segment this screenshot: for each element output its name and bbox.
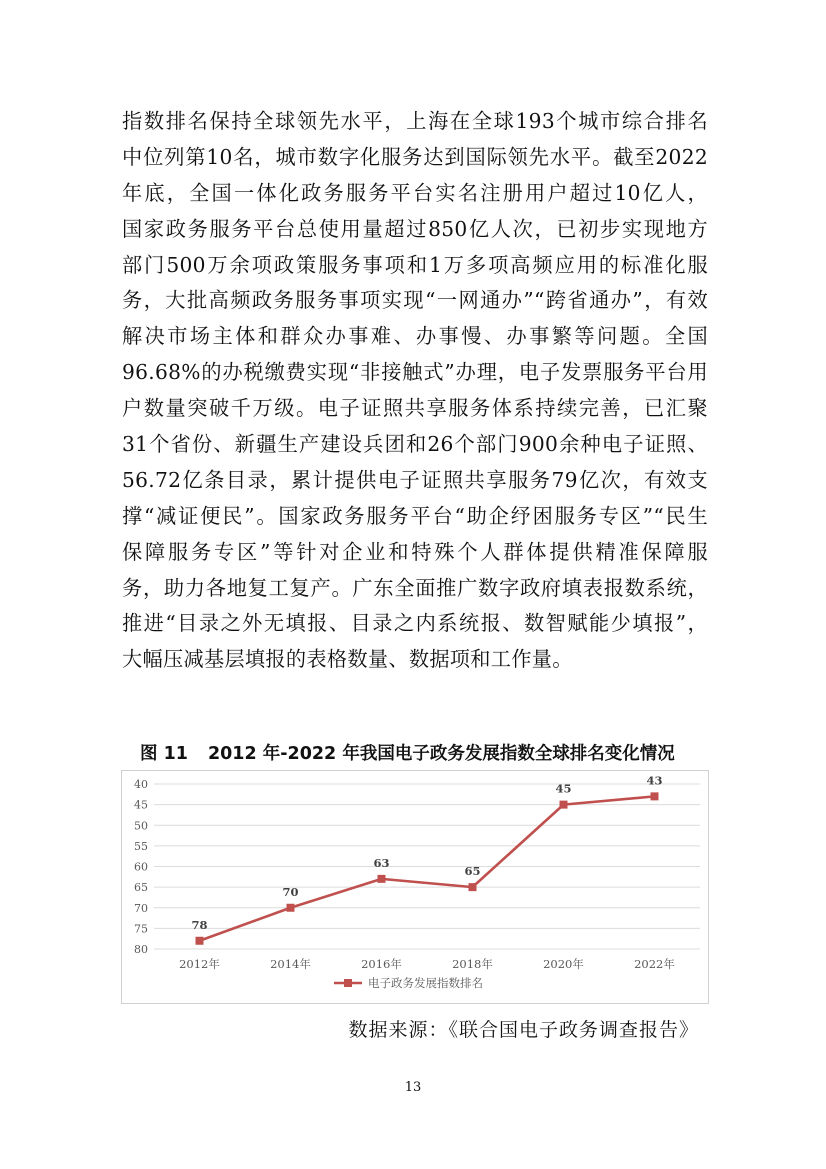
y-tick-label: 55 bbox=[134, 839, 148, 853]
paragraph-line: 中位列第10名，城市数字化服务达到国际领先水平。截至2022 bbox=[122, 144, 708, 169]
data-source-note: 数据来源：《联合国电子政务调查报告》 bbox=[348, 1019, 699, 1041]
paragraph-line: 国家政务服务平台总使用量超过850亿人次，已初步实现地方 bbox=[122, 216, 708, 241]
data-label: 70 bbox=[282, 884, 299, 899]
figure-number: 图 11 bbox=[140, 744, 188, 764]
paragraph-line: 部门500万余项政策服务事项和1万多项高频应用的标准化服 bbox=[122, 252, 708, 277]
ranking-line-chart bbox=[121, 770, 709, 1004]
data-label: 65 bbox=[464, 864, 481, 879]
y-tick-label: 75 bbox=[134, 922, 148, 936]
paragraph-line: 保障服务专区”等针对企业和特殊个人群体提供精准保障服 bbox=[122, 539, 708, 564]
paragraph-line: 大幅压减基层填报的表格数量、数据项和工作量。 bbox=[122, 647, 573, 672]
y-tick-label: 45 bbox=[134, 798, 148, 812]
y-tick-label: 80 bbox=[134, 943, 148, 956]
y-tick-label: 40 bbox=[134, 778, 148, 791]
figure-caption bbox=[140, 740, 700, 766]
data-label: 78 bbox=[191, 917, 208, 932]
paragraph-line: 推进“目录之外无填报、目录之内系统报、数智赋能少填报”， bbox=[122, 611, 708, 636]
paragraph-line: 年底，全国一体化政务服务平台实名注册用户超过10亿人， bbox=[122, 180, 708, 205]
x-tick-label: 2012年 bbox=[179, 957, 220, 971]
y-tick-label: 65 bbox=[134, 881, 148, 895]
page-number: 13 bbox=[404, 1080, 422, 1095]
data-point bbox=[287, 904, 295, 912]
data-label: 45 bbox=[555, 781, 572, 796]
legend-label: 电子政务发展指数排名 bbox=[368, 976, 483, 990]
x-tick-label: 2014年 bbox=[270, 957, 311, 971]
paragraph-line: 务，大批高频政务服务事项实现“一网通办”“跨省通办”，有效 bbox=[122, 288, 708, 313]
paragraph-line: 解决市场主体和群众办事难、办事慢、办事繁等问题。全国 bbox=[122, 324, 708, 349]
data-point bbox=[469, 883, 477, 891]
paragraph-line: 31个省份、新疆生产建设兵团和26个部门900余种电子证照、 bbox=[122, 432, 708, 457]
y-tick-label: 50 bbox=[134, 819, 148, 833]
legend-marker bbox=[344, 979, 352, 987]
data-label: 43 bbox=[646, 773, 663, 788]
paragraph-line: 96.68%的办税缴费实现“非接触式”办理，电子发票服务平台用 bbox=[122, 360, 708, 385]
x-tick-label: 2018年 bbox=[452, 957, 493, 971]
x-tick-label: 2022年 bbox=[634, 957, 675, 971]
paragraph-line: 指数排名保持全球领先水平，上海在全球193个城市综合排名 bbox=[122, 109, 708, 133]
y-tick-label: 70 bbox=[134, 901, 148, 915]
paragraph-line: 务，助力各地复工复产。广东全面推广数字政府填表报数系统， bbox=[122, 575, 708, 600]
paragraph-line: 撑“减证便民”。国家政务服务平台“助企纾困服务专区”“民生 bbox=[122, 503, 708, 528]
data-point bbox=[196, 937, 204, 945]
x-tick-label: 2020年 bbox=[543, 957, 584, 971]
series-line bbox=[200, 796, 655, 940]
paragraph-line: 56.72亿条目录，累计提供电子证照共享服务79亿次，有效支 bbox=[122, 467, 708, 492]
data-label: 63 bbox=[373, 855, 390, 870]
x-tick-label: 2016年 bbox=[361, 957, 402, 971]
figure-title: 2012 年-2022 年我国电子政务发展指数全球排名变化情况 bbox=[207, 744, 675, 764]
data-point bbox=[378, 875, 386, 883]
body-paragraph bbox=[122, 104, 708, 678]
y-tick-label: 60 bbox=[134, 860, 148, 874]
data-point bbox=[651, 792, 659, 800]
paragraph-line: 户数量突破千万级。电子证照共享服务体系持续完善，已汇聚 bbox=[122, 396, 708, 421]
data-point bbox=[560, 801, 568, 809]
